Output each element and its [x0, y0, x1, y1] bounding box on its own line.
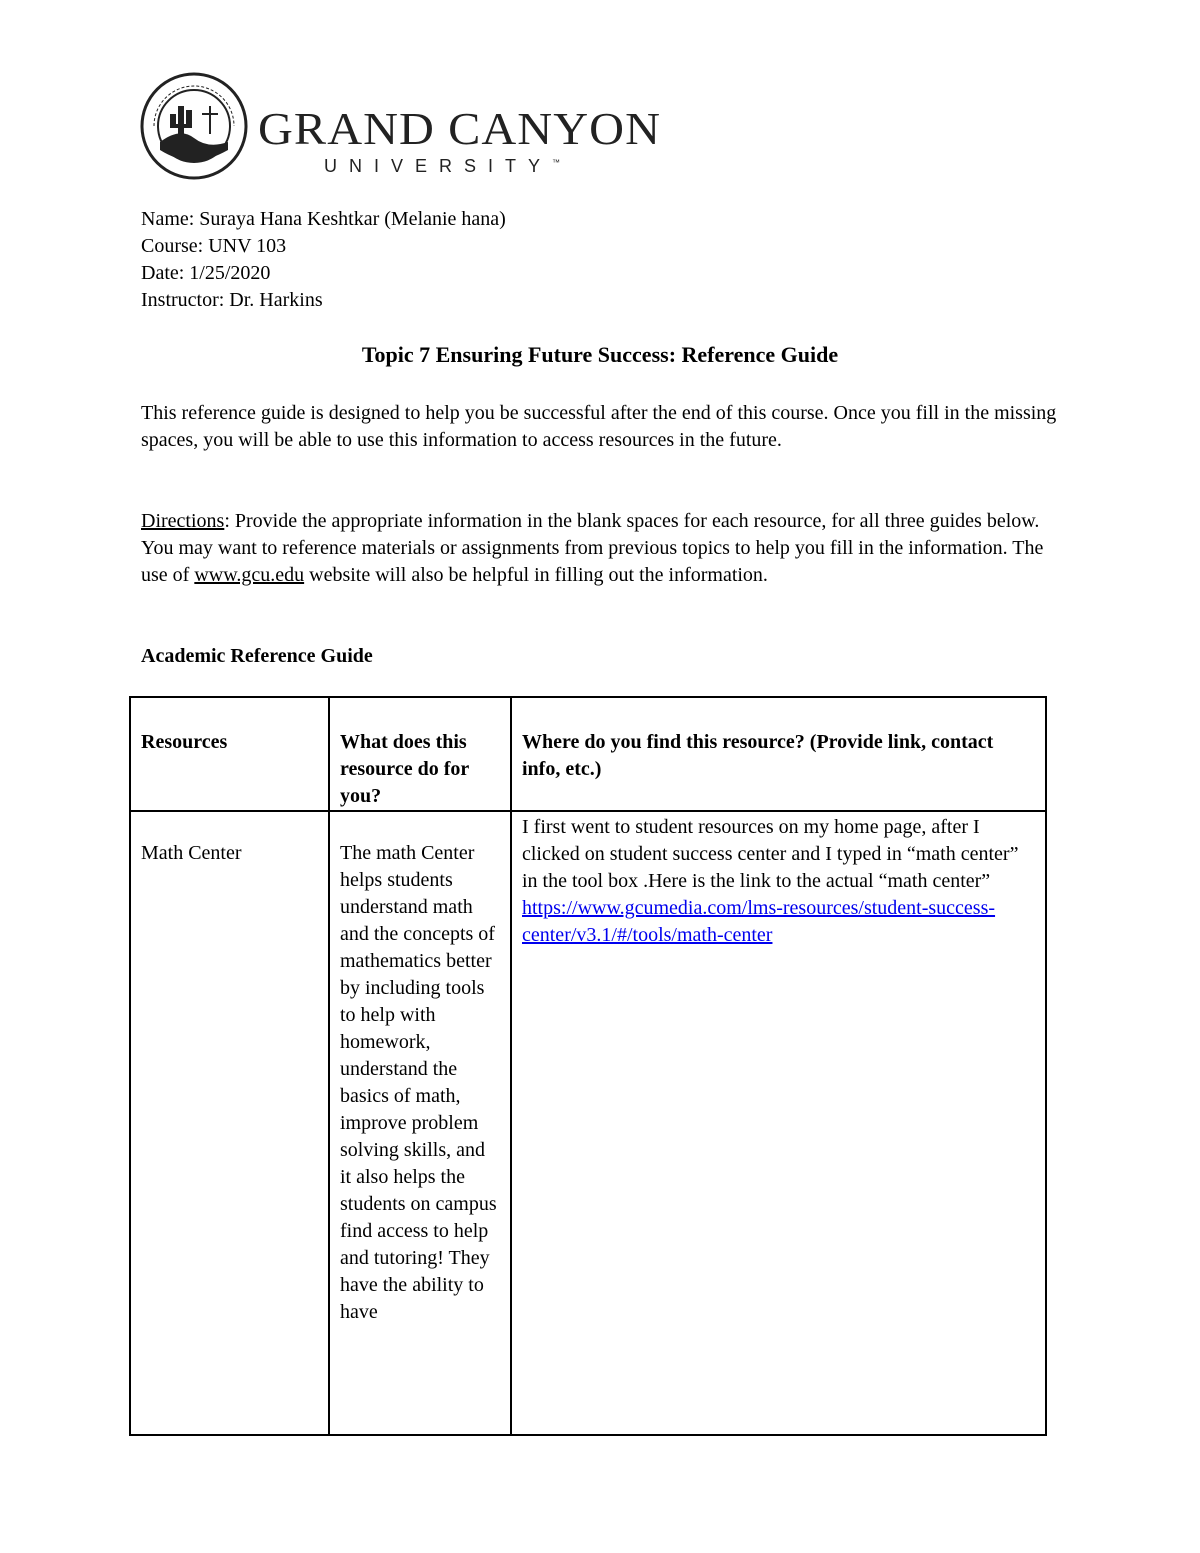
section-heading: Academic Reference Guide	[141, 645, 373, 667]
table-header-row	[130, 697, 1046, 811]
instructor: Instructor: Dr. Harkins	[141, 289, 323, 311]
university-logo	[140, 72, 662, 182]
directions-text: Provide the appropriate information in the blank spaces for each resource, for all three guides below. You may want to reference materials or assignments from previous topics to help you fill in the information. The use of	[141, 510, 1044, 586]
student-info	[141, 206, 506, 314]
reference-guide-table	[129, 696, 1047, 1436]
document-title: Topic 7 Ensuring Future Success: Reference Guide	[361, 342, 839, 367]
gcu-website-link[interactable]: www.gcu.edu	[194, 564, 305, 586]
intro-paragraph: This reference guide is designed to help you be successful after the end of this course. Once you fill in the missing spaces, you will be able to use this information to access resources in the future.	[141, 402, 1057, 451]
column-header: Resources	[130, 697, 329, 811]
resource-cell: Math Center	[130, 811, 329, 1435]
location-cell: I first went to student resources on my home page, after I clicked on student success center and I typed in “math center” in the tool box .Here is the link to the actual “math center” https://www.gcumedia.com/lms-resources/student-success-center/v3.1/#/tools/math-center	[511, 811, 1046, 1435]
description-cell: The math Center helps students understand math and the concepts of mathematics better by including tools to help with homework, understand the basics of math, improve problem solving skills, and it also helps the students on campus find access to help and tutoring! They have the ability to have	[329, 811, 511, 1435]
university-seal-icon	[140, 72, 248, 180]
student-name: Name: Suraya Hana Keshtkar (Melanie hana)	[141, 208, 506, 230]
column-header: What does this resource do for you?	[329, 697, 511, 811]
course: Course: UNV 103	[141, 235, 287, 257]
logo-name: GRAND CANYON	[258, 103, 662, 154]
directions-paragraph: Directions: Provide the appropriate information in the blank spaces for each resource, for all three guides below. You may want to reference materials or assignments from previous topics to help you fill in the information. The use of www.gcu.edu website will also be helpful in filling out the information.	[141, 510, 1044, 586]
math-center-link[interactable]: https://www.gcumedia.com/lms-resources/student-success-center/v3.1/#/tools/math-center	[522, 897, 996, 946]
directions-label: Directions	[141, 510, 225, 532]
column-header: Where do you find this resource? (Provide link, contact info, etc.)	[511, 697, 1046, 811]
trademark-symbol: ™	[552, 158, 561, 167]
logo-subtitle: UNIVERSITY™	[324, 156, 561, 176]
table-row	[130, 811, 1046, 1435]
date: Date: 1/25/2020	[141, 262, 271, 284]
